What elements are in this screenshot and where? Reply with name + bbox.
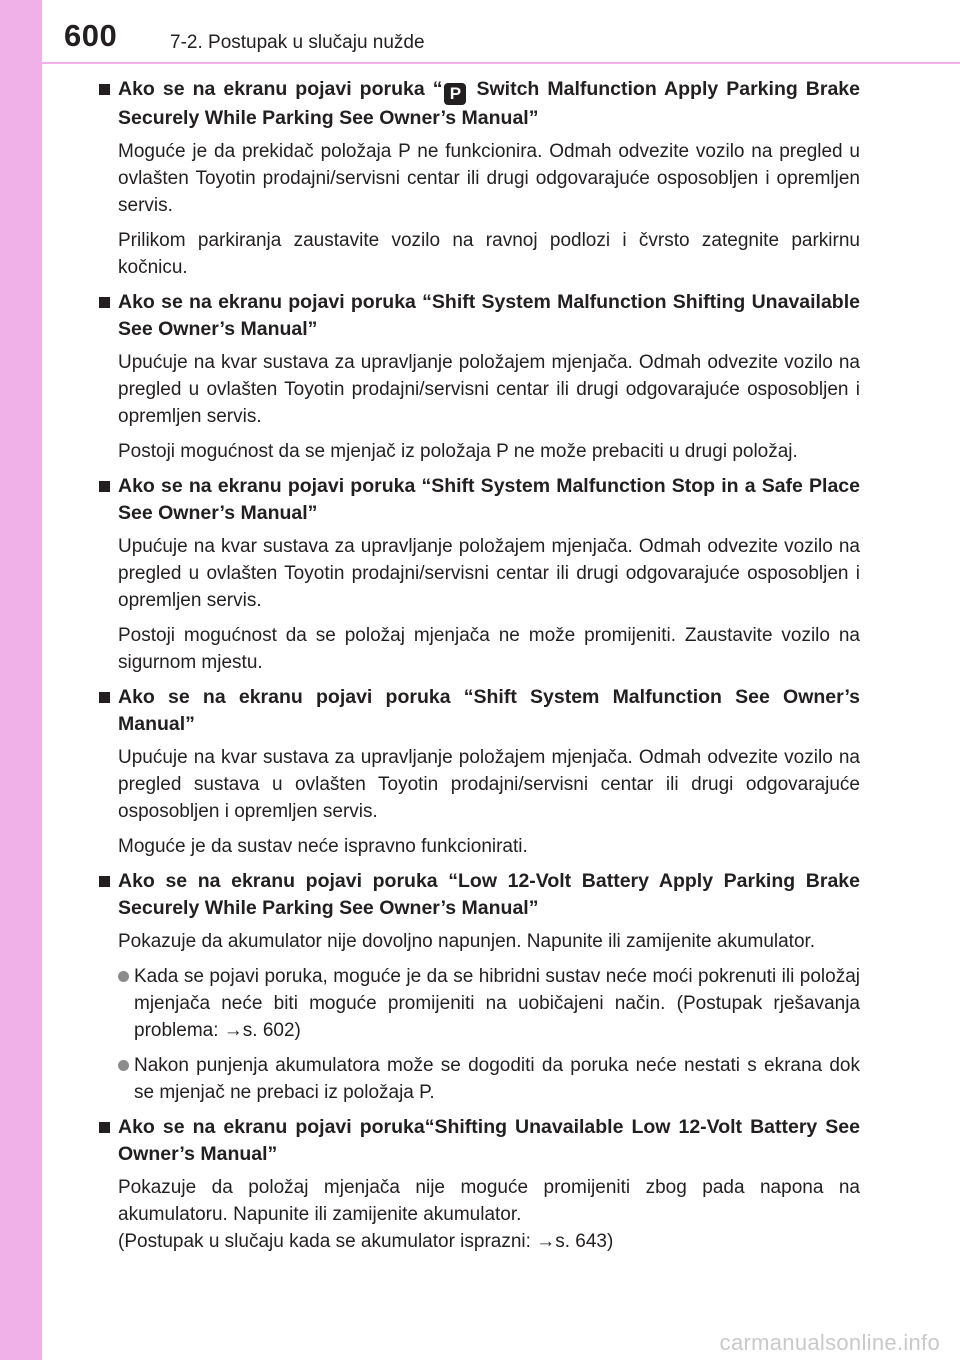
page-content (98, 76, 860, 1263)
section-heading (98, 76, 860, 132)
section-p-switch-malfunction (98, 76, 860, 281)
heading-text: Ako se na ekranu pojavi poruka “Shift System Malfunction Stop in a Safe Place See Owner’s Manual” (118, 475, 860, 524)
heading-text: Ako se na ekranu pojavi poruka “Shift System Malfunction See Owner’s Manual” (118, 686, 860, 735)
page-number: 600 (64, 18, 118, 53)
note-text: Kada se pojavi poruka, moguće je da se hibridni sustav neće moći pokrenuti ili položaj mjenjača neće biti moguće promijeniti na uobičajeni način. (Postupak rješavanja problema: →s. 602) (134, 966, 860, 1041)
chapter-color-band (0, 0, 42, 1360)
note-item (98, 1052, 860, 1106)
parking-p-icon: P (444, 83, 466, 105)
section-paragraph: Moguće je da sustav neće ispravno funkcionirati. (118, 836, 528, 857)
heading-text: Ako se na ekranu pojavi poruka “Low 12-Volt Battery Apply Parking Brake Securely While Parking See Owner’s Manual” (118, 870, 860, 919)
section-paragraph: Moguće je da prekidač položaja P ne funkcionira. Odmah odvezite vozilo na pregled u ovlašten Toyotin prodajni/servisni centar ili drugi odgovarajuće osposobljen i opremljen servis. (118, 141, 860, 216)
section-heading (98, 868, 860, 922)
note-text: Nakon punjenja akumulatora može se dogoditi da poruka neće nestati s ekrana dok se mjenjač ne prebaci iz položaja P. (134, 1055, 860, 1103)
section-paragraph: Upućuje na kvar sustava za upravljanje položajem mjenjača. Odmah odvezite vozilo na pregled u ovlašten Toyotin prodajni/servisni centar ili drugi odgovarajuće osposobljen i opremljen servis. (118, 536, 860, 611)
section-heading (98, 684, 860, 738)
square-bullet-icon (99, 481, 110, 492)
square-bullet-icon (99, 692, 110, 703)
section-low-battery-parking (98, 868, 860, 1106)
section-shifting-unavailable-low-battery (98, 1114, 860, 1255)
section-paragraph: Prilikom parkiranja zaustavite vozilo na ravnoj podlozi i čvrsto zategnite parkirnu kočnicu. (118, 230, 860, 278)
section-paragraph (98, 1174, 860, 1255)
section-stop-safe-place (98, 473, 860, 676)
round-bullet-icon (118, 1060, 129, 1071)
note-item (98, 963, 860, 1044)
square-bullet-icon (99, 876, 110, 887)
section-paragraph: Upućuje na kvar sustava za upravljanje položajem mjenjača. Odmah odvezite vozilo na pregled u ovlašten Toyotin prodajni/servisni centar ili drugi odgovarajuće osposobljen i opremljen servis. (118, 352, 860, 427)
heading-text-start: Ako se na ekranu pojavi poruka “ (118, 78, 443, 100)
paragraph-line: Pokazuje da položaj mjenjača nije moguće promijeniti zbog pada napona na akumulatoru. Napunite ili zamijenite akumulator. (118, 1177, 860, 1225)
heading-text: Ako se na ekranu pojavi poruka “Shift System Malfunction Shifting Unavailable See Owner’s Manual” (118, 291, 860, 340)
square-bullet-icon (99, 1122, 110, 1133)
cross-reference-line: (Postupak u slučaju kada se akumulator isprazni: →s. 643) (118, 1231, 614, 1252)
section-heading (98, 473, 860, 527)
section-paragraph: Upućuje na kvar sustava za upravljanje položajem mjenjača. Odmah odvezite vozilo na pregled sustava u ovlašten Toyotin prodajni/servisni centar ili drugi odgovarajuće osposobljen i opremljen servis. (118, 747, 860, 822)
heading-text-end: Switch Malfunction Apply Parking Brake Securely While Parking See Owner’s Manual” (118, 78, 860, 129)
square-bullet-icon (99, 297, 110, 308)
section-paragraph: Pokazuje da akumulator nije dovoljno napunjen. Napunite ili zamijenite akumulator. (118, 931, 816, 952)
heading-text: Ako se na ekranu pojavi poruka“Shifting Unavailable Low 12-Volt Battery See Owner’s Manual” (118, 1116, 860, 1165)
section-heading (98, 1114, 860, 1168)
section-shift-system-malfunction (98, 684, 860, 860)
watermark: carmanualsonline.info (719, 1330, 940, 1355)
section-heading (98, 289, 860, 343)
chapter-title: 7-2. Postupak u slučaju nužde (170, 32, 425, 53)
square-bullet-icon (99, 84, 110, 95)
section-paragraph: Postoji mogućnost da se položaj mjenjača ne može promijeniti. Zaustavite vozilo na sigurnom mjestu. (118, 625, 860, 673)
section-shifting-unavailable (98, 289, 860, 465)
header-divider (42, 62, 960, 64)
round-bullet-icon (118, 971, 129, 982)
page-header (0, 0, 960, 62)
section-paragraph: Postoji mogućnost da se mjenjač iz položaja P ne može prebaciti u drugi položaj. (118, 441, 798, 462)
